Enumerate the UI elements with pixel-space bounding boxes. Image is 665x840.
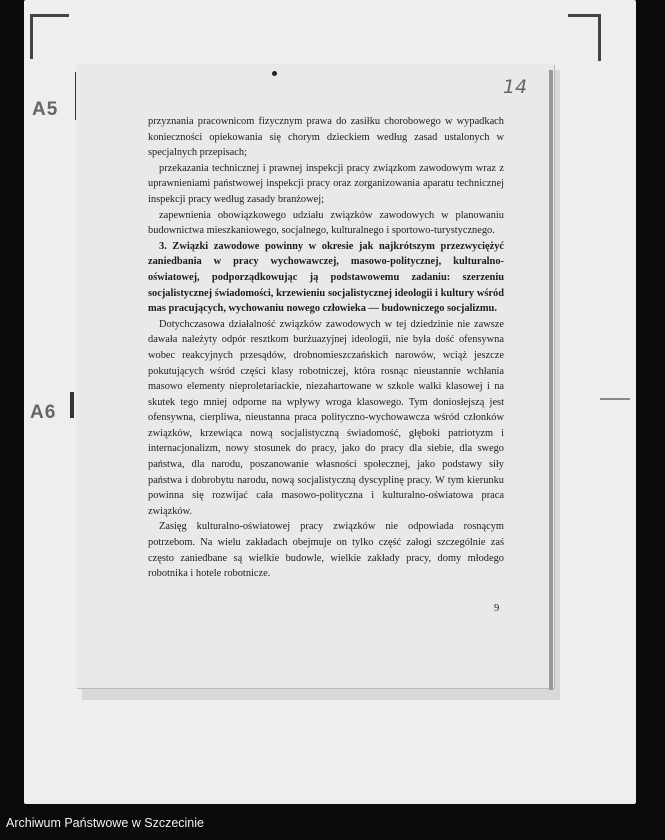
frame-corner-top-right [568, 14, 601, 61]
paragraph: 3. Związki zawodowe powinny w okresie jak najkrótszym przezwyciężyć zaniedbania w pracy wychowawczej, masowo-politycznej, kulturalno-oświatowej, podporządkowując ją podstawowemu zadaniu: szerzeniu socjalistycznej świadomości, krzewieniu socjalistycznej ideologii i kultury wśród mas pracujących, wychowaniu nowego człowieka — budowniczego socjalizmu. [148, 240, 504, 315]
frame-mark-a6: A6 [30, 402, 57, 423]
paragraph: przyznania pracownicom fizycznym prawa do zasiłku chorobowego w wypadkach konieczności opiekowania się chorym dzieckiem według zasad ustalonych w specjalnych przepisach; [148, 116, 504, 159]
archive-footer: Archiwum Państwowe w Szczecinie [6, 816, 204, 830]
paragraph: Zasięg kulturalno-oświatowej pracy związków nie odpowiada rosnącym potrzebom. Na wielu zakładach obejmuje on tylko część załogi szczególnie zaś często zaniedbane są wielkie budowle, wielkie zakłady pracy, domy młodego robotnika i hotele robotnicze. [148, 521, 504, 580]
page-edge [549, 70, 553, 690]
frame-tick [600, 398, 630, 400]
page-number: 9 [494, 603, 500, 614]
handwritten-number: 14 [503, 76, 528, 98]
frame-mark-a5: A5 [32, 99, 59, 120]
paragraph: zapewnienia obowiązkowego udziału związków zawodowych w planowaniu budownictwa mieszkaniowego, socjalnego, kulturalnego i sportowo-turystycznego. [148, 209, 504, 237]
paragraph: Dotychczasowa działalność związków zawodowych w tej dziedzinie nie zawsze dawała należyty odpór resztkom burżuazyjnej ideologii, nie była dość ofensywna wobec reakcyjnych przesądów, drobnomieszczańskich narowów, wciąż jeszcze pokutujących wśród części klasy robotniczej, która rosnąc nieustannie wchłania masowo elementy nieproletariackie, niezahartowane w szkole walki klasowej i na skutek tego mniej odporne na wpływy wroga klasowego. Tym doniosłejszą jest ofensywna, cierpliwa, nieustanna praca polityczno-wychowawcza wśród członków związków, krzewiąca nową socjalistyczną świadomość, głęboki patriotyzm i internacjonalizm, nowy stosunek do pracy, jako do pracy dla siebie, dla swego państwa, dla narodu, poszanowanie własności społecznej, jako podstawy siły państwa i dobrobytu narodu, nową socjalistyczną dyscyplinę pracy. W tym kierunku powinna się rozwijać cała masowo-polityczna i kulturalno-oświatowa praca związków. [148, 318, 504, 517]
frame-tick [70, 392, 74, 418]
punch-dot [272, 71, 277, 76]
document-body [148, 114, 504, 582]
paragraph: przekazania technicznej i prawnej inspekcji pracy związkom zawodowym wraz z uprawnieniami państwowej inspekcji pracy oraz zorganizowania aparatu technicznej inspekcji pracy według zasady branżowej; [148, 162, 504, 205]
frame-corner-top-left [30, 14, 69, 59]
